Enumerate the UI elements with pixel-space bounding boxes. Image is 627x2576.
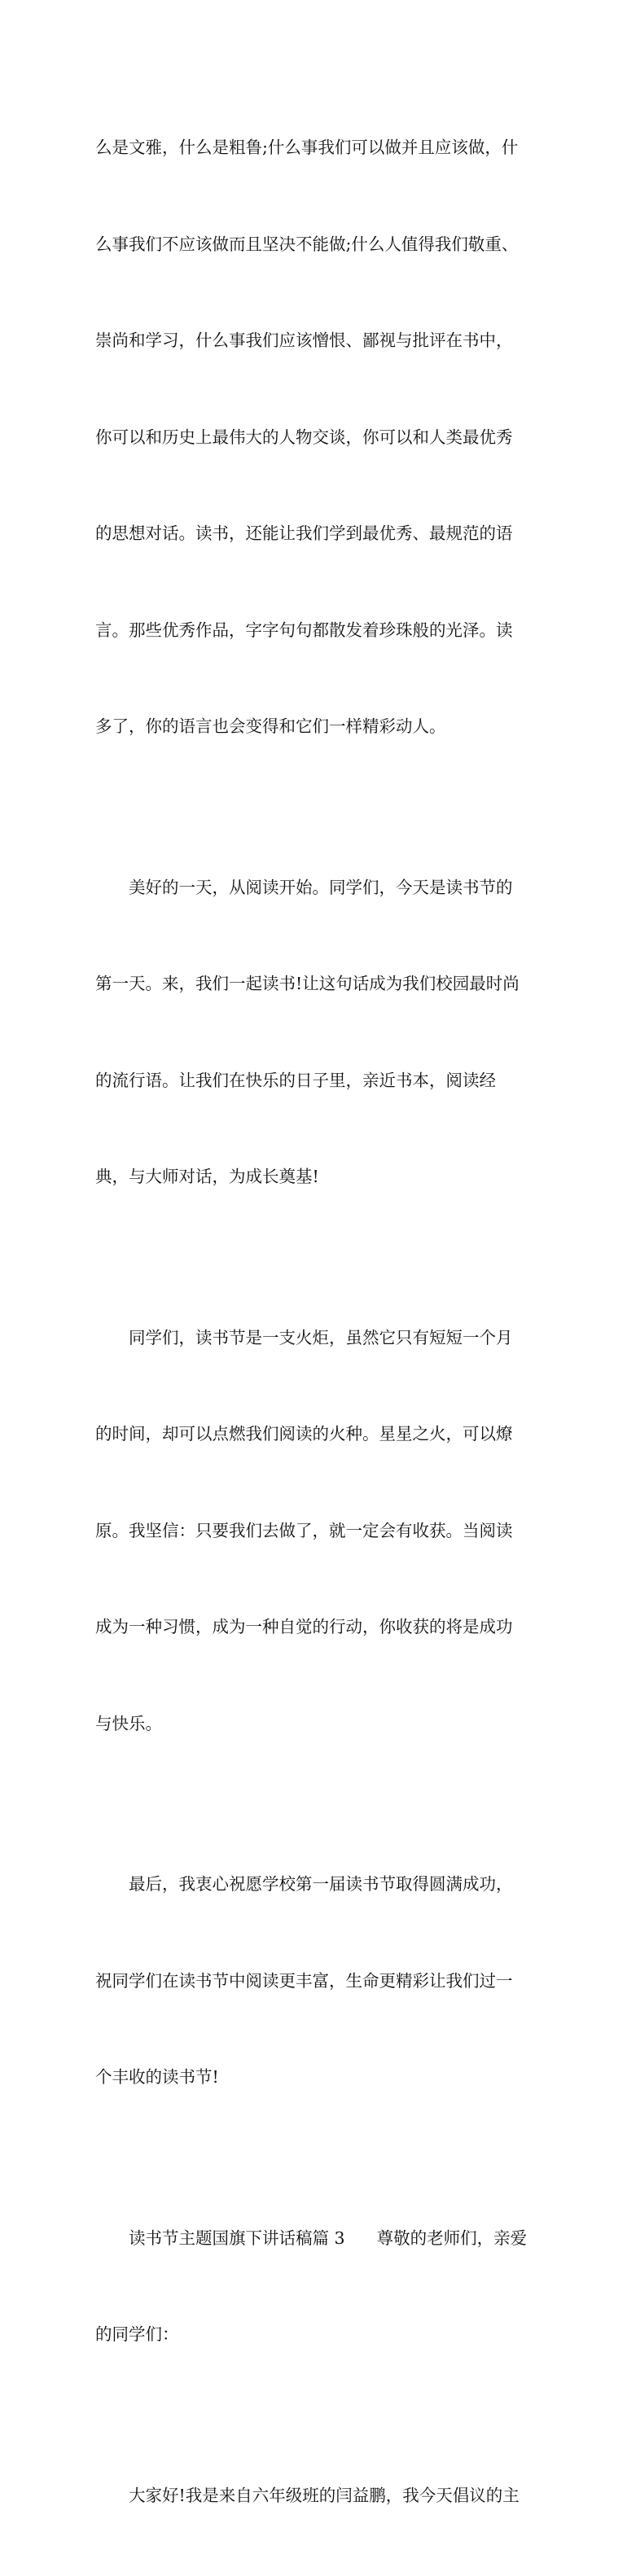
text-line: 的流行语。让我们在快乐的日子里，亲近书本，阅读经 — [95, 1065, 535, 1097]
document-body — [95, 68, 535, 2576]
paragraph — [95, 808, 535, 1258]
paragraph — [95, 1258, 535, 1805]
paragraph — [95, 2416, 535, 2576]
text-line: 个丰收的读书节! — [95, 2061, 535, 2094]
text-line: 言。那些优秀作品，字字句句都散发着珍珠般的光泽。读 — [95, 615, 535, 647]
text-line: 么是文雅，什么是粗鲁;什么事我们可以做并且应该做，什 — [95, 132, 535, 164]
text-line: 祝同学们在读书节中阅读更丰富，生命更精彩让我们过一 — [95, 1965, 535, 1998]
paragraph — [95, 2158, 535, 2416]
text-line: 美好的一天，从阅读开始。同学们，今天是读书节的 — [95, 872, 535, 905]
text-line: 最后，我衷心祝愿学校第一届读书节取得圆满成功， — [95, 1868, 535, 1901]
text-line: 崇尚和学习，什么事我们应该憎恨、鄙视与批评在书中， — [95, 325, 535, 357]
text-line: 与快乐。 — [95, 1708, 535, 1741]
text-line: 第一天。来，我们一起读书!让这句话成为我们校园最时尚 — [95, 968, 535, 1001]
paragraph — [95, 68, 535, 808]
text-line: 你可以和历史上最伟大的人物交谈，你可以和人类最优秀 — [95, 422, 535, 454]
text-line: 同学们，读书节是一支火炬，虽然它只有短短一个月 — [95, 1322, 535, 1355]
text-line: 大家好!我是来自六年级班的闫益鹏，我今天倡议的主 — [95, 2480, 535, 2512]
text-line: 多了，你的语言也会变得和它们一样精彩动人。 — [95, 711, 535, 743]
document-page — [0, 0, 627, 814]
paragraph — [95, 1804, 535, 2158]
text-line: 的时间，却可以点燃我们阅读的火种。星星之火，可以燎 — [95, 1418, 535, 1451]
text-line: 典，与大师对话，为成长奠基! — [95, 1161, 535, 1194]
text-line: 么事我们不应该做而且坚决不能做;什么人值得我们敬重、 — [95, 229, 535, 261]
text-line: 的同学们： — [95, 2319, 535, 2351]
text-line: 成为一种习惯，成为一种自觉的行动，你收获的将是成功 — [95, 1611, 535, 1644]
text-line: 的思想对话。读书，还能让我们学到最优秀、最规范的语 — [95, 518, 535, 550]
text-line: 原。我坚信：只要我们去做了，就一定会有收获。当阅读 — [95, 1515, 535, 1548]
text-line: 读书节主题国旗下讲话稿篇 3 尊敬的老师们，亲爱 — [95, 2223, 535, 2255]
